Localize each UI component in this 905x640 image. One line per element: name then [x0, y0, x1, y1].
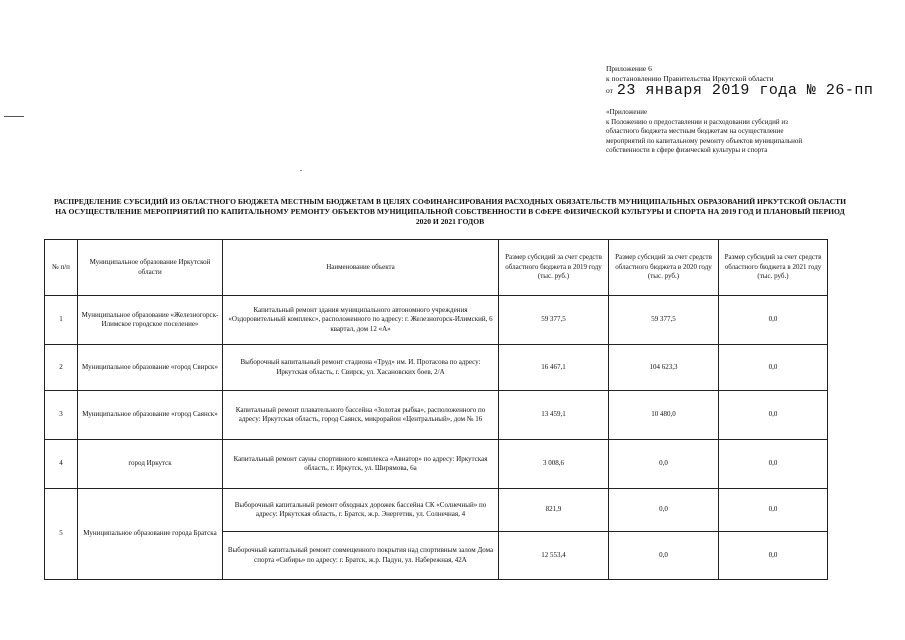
appendix-block: [606, 64, 874, 99]
cell-num: 2: [45, 345, 78, 391]
cell-municipality: Муниципальное образование «Железногорск-Илимское городское поселение»: [78, 296, 223, 345]
cell-2020: 10 480,0: [609, 391, 719, 440]
header-2020: Размер субсидий за счет средств областного бюджета в 2020 году (тыс. руб.): [609, 240, 719, 296]
cell-2021: 0,0: [719, 391, 828, 440]
cell-object: Выборочный капитальный ремонт стадиона «Труд» им. И. Протасова по адресу: Иркутская область, г. Свирск, ул. Хасановских боев, 2/А: [223, 345, 499, 391]
table-row: [45, 489, 828, 532]
annex-body: к Положению о предоставлении и расходовании субсидий из областного бюджета местным бюджетам на осуществление мероприятий по капитальному ремонту объектов муниципальной собственности в сфере физической культуры и спорта: [606, 117, 803, 155]
appendix-date-stamp: 23 января 2019 года № 26-пп: [616, 82, 874, 99]
subsidy-table: [44, 239, 828, 580]
annex-block: [606, 108, 821, 156]
cell-num: 5: [45, 489, 78, 580]
cell-2019: 821,9: [499, 489, 609, 532]
table-row: [45, 440, 828, 489]
header-num: № п/п: [45, 240, 78, 296]
header-2019: Размер субсидий за счет средств областного бюджета в 2019 году (тыс. руб.): [499, 240, 609, 296]
cell-object: Выборочный капитальный ремонт совмещенного покрытия над спортивным залом Дома спорта «Сибирь» по адресу: г. Братск, ж.р. Падун, ул. Набережная, 42А: [223, 532, 499, 580]
cell-object: Выборочный капитальный ремонт обходных дорожек бассейна СК «Солнечный» по адресу: Иркутская область, г. Братск, ж.р. Энергетик, ул. Солнечная, 4: [223, 489, 499, 532]
table-row: [45, 296, 828, 345]
cell-num: 1: [45, 296, 78, 345]
document-title: РАСПРЕДЕЛЕНИЕ СУБСИДИЙ ИЗ ОБЛАСТНОГО БЮДЖЕТА МЕСТНЫМ БЮДЖЕТАМ В ЦЕЛЯХ СОФИНАНСИРОВАНИЯ РАСХОДНЫХ ОБЯЗАТЕЛЬСТВ МУНИЦИПАЛЬНЫХ ОБРАЗОВАНИЙ ИРКУТСКОЙ ОБЛАСТИ НА ОСУЩЕСТВЛЕНИЕ МЕРОПРИЯТИЙ ПО КАПИТАЛЬНОМУ РЕМОНТУ ОБЪЕКТОВ МУНИЦИПАЛЬНОЙ СОБСТВЕННОСТИ В СФЕРЕ ФИЗИЧЕСКОЙ КУЛЬТУРЫ И СПОРТА НА 2019 ГОД И ПЛАНОВЫЙ ПЕРИОД 2020 И 2021 ГОДОВ: [53, 197, 847, 226]
header-object: Наименование объекта: [223, 240, 499, 296]
cell-num: 4: [45, 440, 78, 489]
cell-2021: 0,0: [719, 532, 828, 580]
cell-object: Капитальный ремонт здания муниципального автономного учреждения «Оздоровительный комплекс», расположенного по адресу: г. Железногорск-Илимский, 6 квартал, дом 12 «А»: [223, 296, 499, 345]
cell-2021: 0,0: [719, 440, 828, 489]
annex-heading: «Приложение: [606, 108, 648, 116]
cell-2019: 59 377,5: [499, 296, 609, 345]
header-municipality: Муниципальное образование Иркутской области: [78, 240, 223, 296]
appendix-line2: к постановлению Правительства Иркутской области: [606, 74, 774, 83]
cell-2020: 0,0: [609, 489, 719, 532]
appendix-line1: Приложение 6: [606, 64, 652, 73]
cell-2021: 0,0: [719, 296, 828, 345]
cell-num: 3: [45, 391, 78, 440]
cell-2021: 0,0: [719, 345, 828, 391]
cell-municipality: Муниципальное образование «город Свирск»: [78, 345, 223, 391]
scan-dot: [300, 170, 302, 171]
cell-2019: 3 008,6: [499, 440, 609, 489]
cell-2020: 59 377,5: [609, 296, 719, 345]
header-2021: Размер субсидий за счет средств областного бюджета в 2021 году (тыс. руб.): [719, 240, 828, 296]
cell-2019: 13 459,1: [499, 391, 609, 440]
table-row: [45, 345, 828, 391]
cell-2021: 0,0: [719, 489, 828, 532]
cell-2019: 16 467,1: [499, 345, 609, 391]
cell-2020: 0,0: [609, 440, 719, 489]
cell-2020: 104 623,3: [609, 345, 719, 391]
cell-object: Капитальный ремонт сауны спортивного комплекса «Авиатор» по адресу: Иркутская область, г. Иркутск, ул. Ширямова, 6а: [223, 440, 499, 489]
cell-municipality: Муниципальное образование «город Саянск»: [78, 391, 223, 440]
table-row: [45, 391, 828, 440]
appendix-date-prefix: от: [606, 86, 613, 95]
cell-2020: 0,0: [609, 532, 719, 580]
cell-object: Капитальный ремонт плавательного бассейна «Золотая рыбка», расположенного по адресу: Иркутская область, город Саянск, микрорайон «Центральный», дом № 16: [223, 391, 499, 440]
cell-2019: 12 553,4: [499, 532, 609, 580]
appendix-date-line: [606, 82, 874, 99]
cell-municipality: Муниципальное образование города Братска: [78, 489, 223, 580]
cell-municipality: город Иркутск: [78, 440, 223, 489]
table-header-row: [45, 240, 828, 296]
scan-mark: [4, 116, 24, 117]
